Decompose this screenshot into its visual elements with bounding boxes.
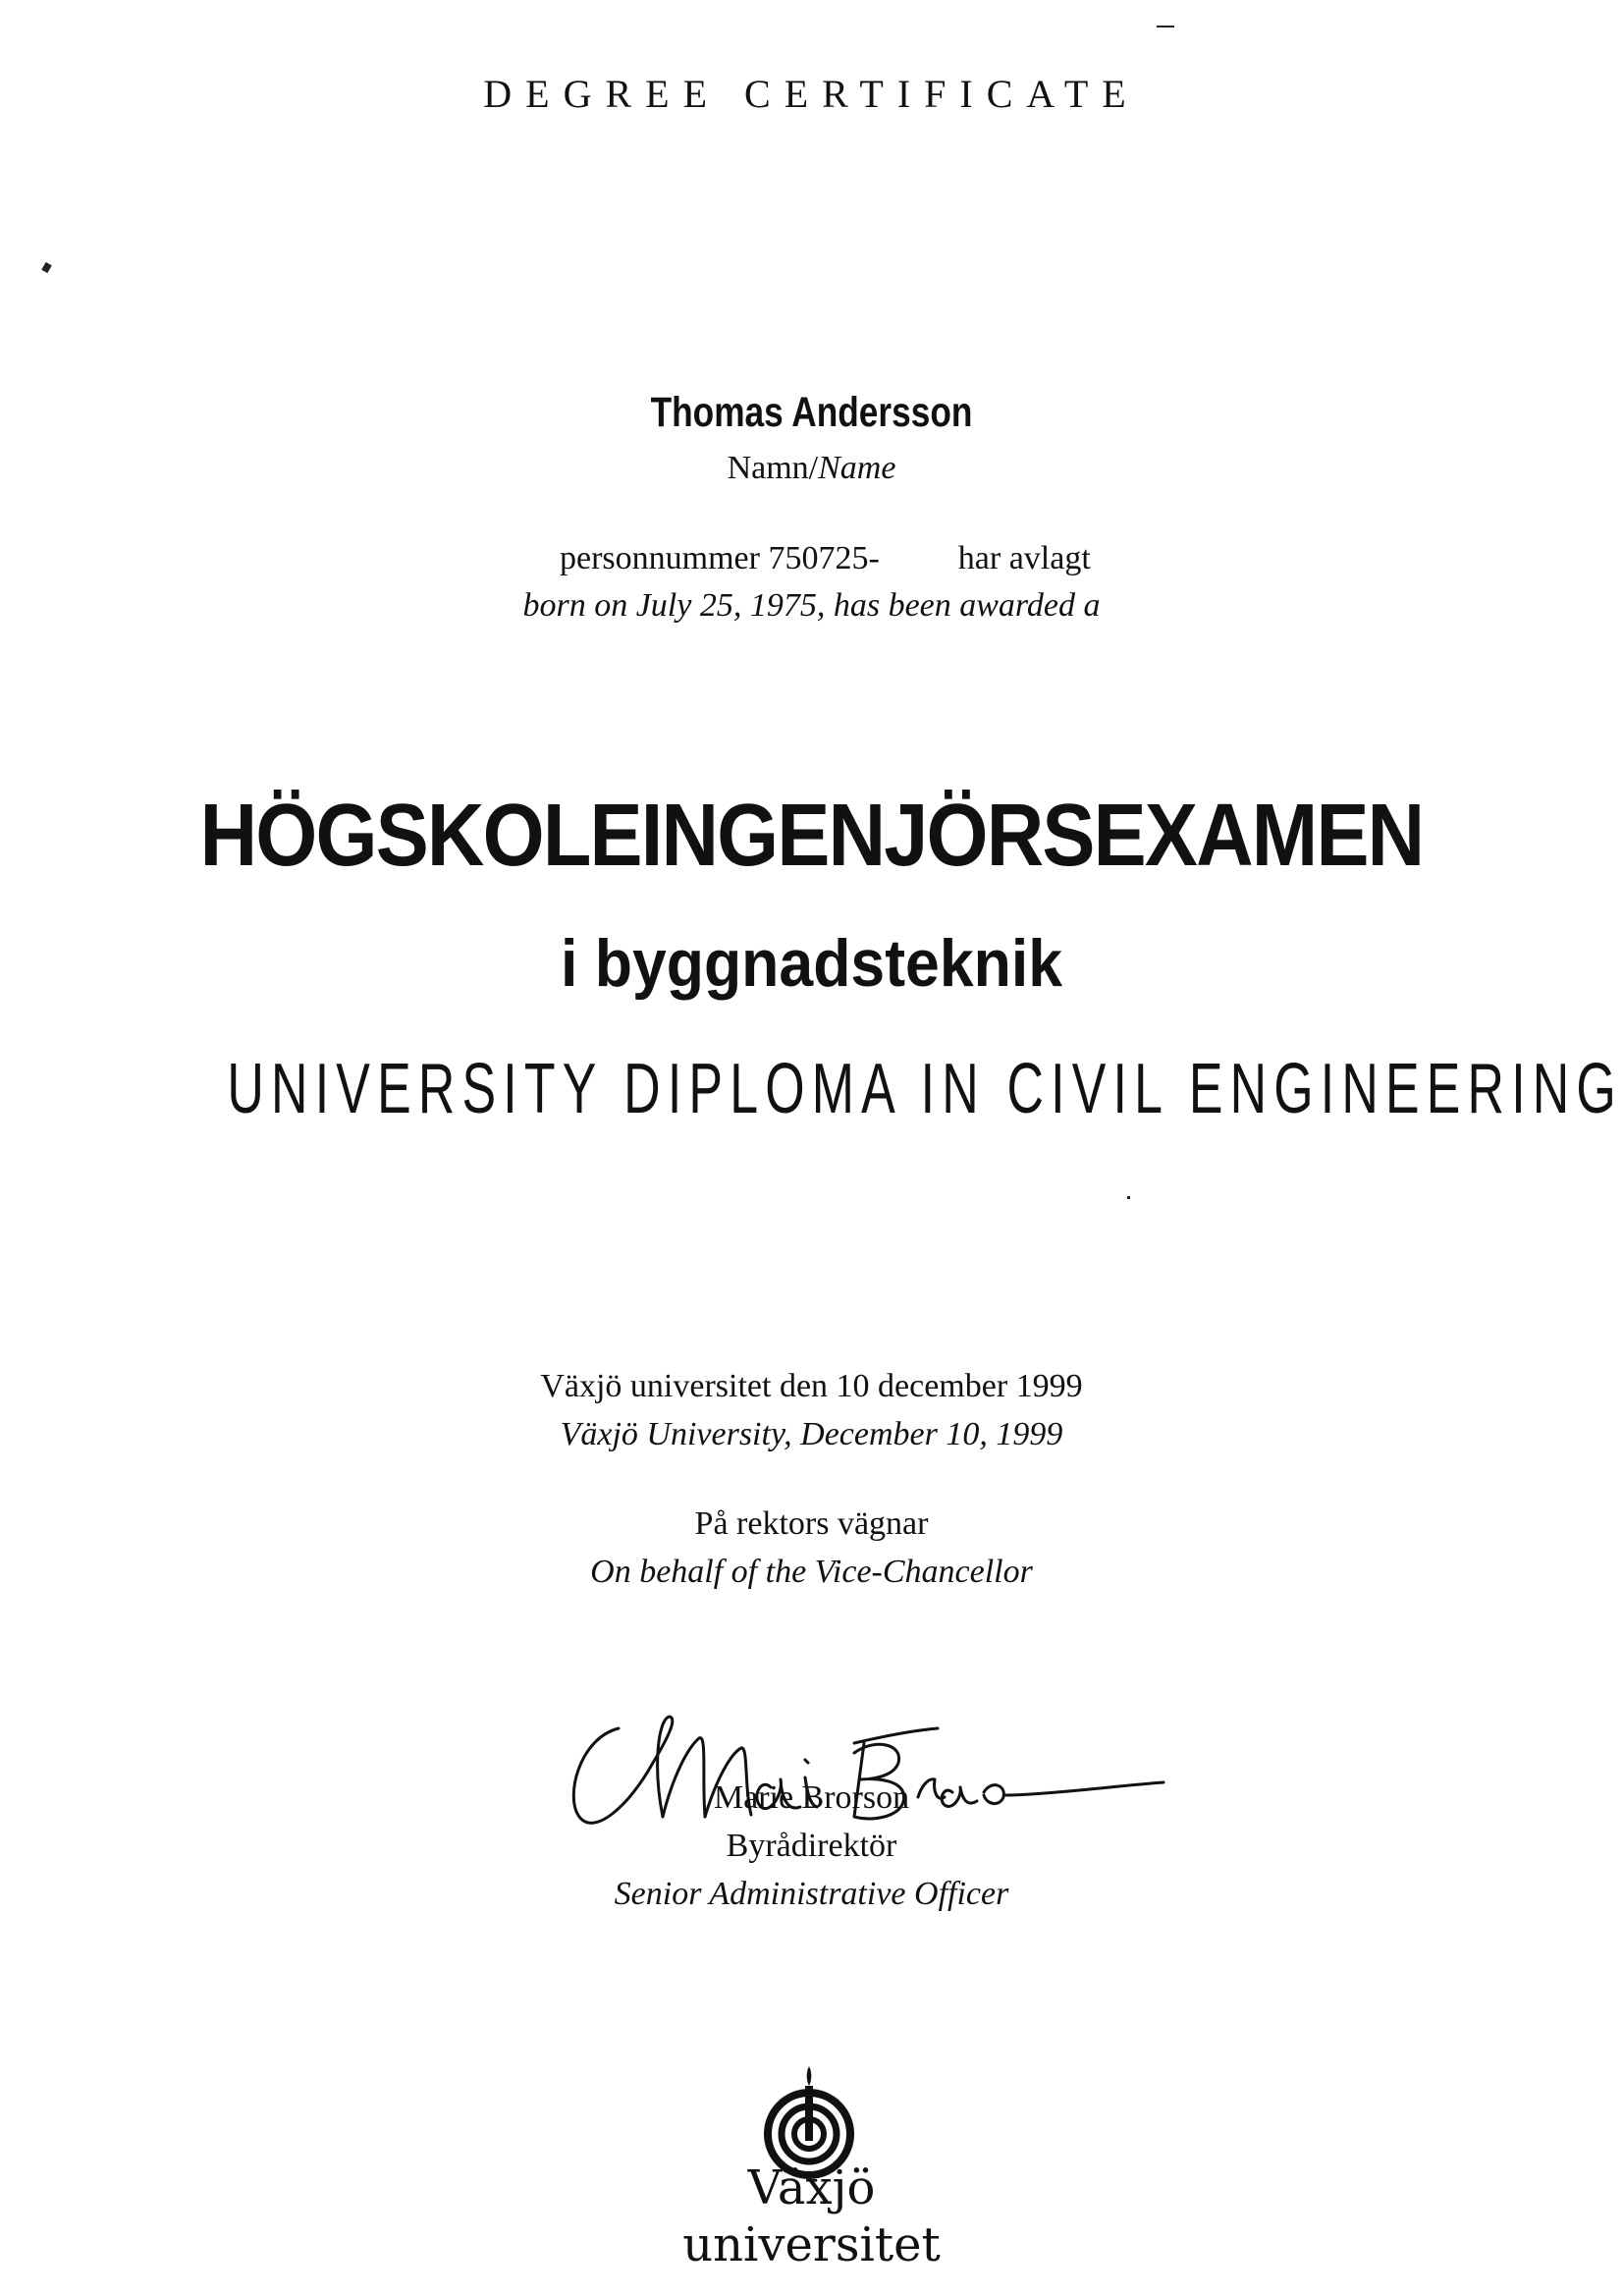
recipient-name: Thomas Andersson [650, 389, 973, 436]
signatory-title-english: Senior Administrative Officer [614, 1876, 1009, 1912]
signatory-name: Marie Brorson [713, 1779, 910, 1816]
degree-title-english: UNIVERSITY DIPLOMA IN CIVIL ENGINEERING [227, 1050, 1623, 1128]
degree-title-swedish: HÖGSKOLEINGENJÖRSEXAMEN [199, 787, 1424, 885]
issue-place-date-english: Växjö University, December 10, 1999 [560, 1416, 1063, 1452]
name-label-english: Name [818, 450, 896, 486]
scan-speck [41, 262, 52, 273]
scan-speck [1127, 1196, 1130, 1199]
university-logo-line1: Växjö [747, 2160, 876, 2215]
university-logo-line2: universitet [682, 2217, 941, 2272]
degree-subject-swedish: i byggnadsteknik [560, 926, 1063, 1001]
recipient-name-label [0, 450, 1623, 487]
certificate-header: DEGREE CERTIFICATE [483, 72, 1140, 116]
scan-speck [1157, 26, 1174, 27]
has-awarded-swedish: har avlagt [957, 540, 1091, 576]
on-behalf-english: On behalf of the Vice-Chancellor [590, 1554, 1033, 1590]
personal-number: personnummer 750725- [560, 540, 880, 576]
signatory-title-swedish: Byrådirektör [726, 1828, 897, 1864]
birth-line-swedish [560, 540, 1091, 577]
birth-line-english: born on July 25, 1975, has been awarded a [522, 587, 1101, 624]
on-behalf-swedish: På rektors vägnar [694, 1505, 929, 1542]
issue-place-date-swedish: Växjö universitet den 10 december 1999 [540, 1368, 1083, 1404]
name-label-swedish: Namn/ [727, 450, 819, 486]
